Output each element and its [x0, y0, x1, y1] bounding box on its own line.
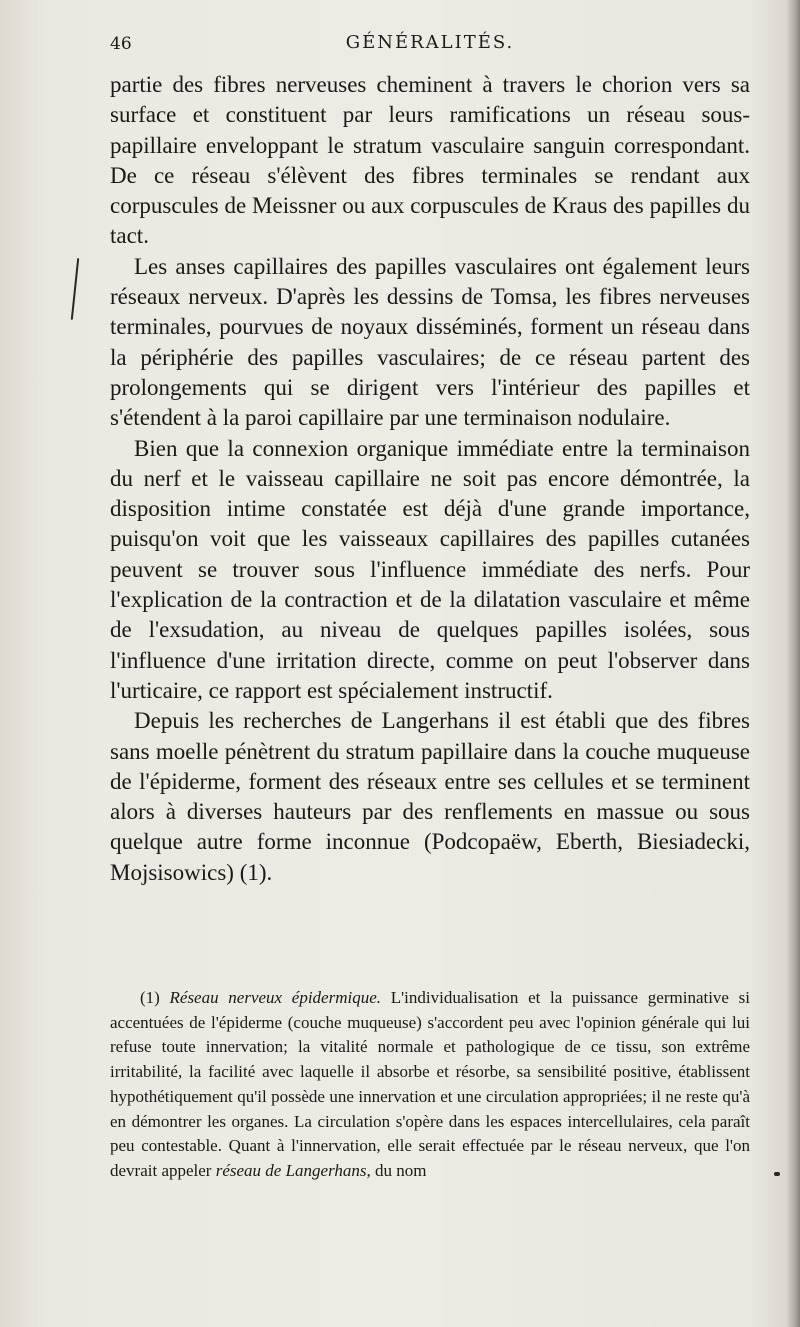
- footnote-text: L'individualisation et la puissance germinative si accentuées de l'épiderme (couche muqueuse) s'accordent peu avec l'opinion générale qui lui refuse toute innervation; la vitalité normale et pathologique de ce tissu, son extrême irritabilité, la facilité avec laquelle il absorbe et résorbe, sa sensibilité positive, établissent hypothétiquement qu'il possède une innervation et une circulation appropriées; il ne reste qu'à en démontrer les organes. La circulation s'opère dans les espaces intercellulaires, cela paraît peu contestable. Quant à l'innervation, elle serait effectuée par le réseau nerveux, que l'on devrait appeler: [110, 988, 751, 1180]
- paragraph-2: Les anses capillaires des papilles vasculaires ont également leurs réseaux nerveux. D'après les dessins de Tomsa, les fibres nerveuses terminales, pourvues de noyaux disséminés, forment un réseau dans la périphérie des papilles vasculaires; de ce réseau partent des prolongements qui se dirigent vers l'intérieur des papilles et s'étendent à la paroi capillaire par une terminaison nodulaire.: [110, 253, 750, 431]
- ink-speck: [774, 1172, 780, 1176]
- paragraph-4: Depuis les recherches de Langerhans il est établi que des fibres sans moelle pénètrent du stratum papillaire dans la couche muqueuse de l'épiderme, forment des réseaux entre ses cellules et se terminent alors à diverses hauteurs par des renflements en massue ou sous quelque autre forme inconnue (Podcopaëw, Eberth, Biesiadecki, Mojsisowics) (1).: [110, 708, 750, 885]
- footnote-text-end: , du nom: [366, 1160, 427, 1180]
- main-text: [110, 70, 750, 888]
- page-gutter-shadow: [786, 0, 800, 1327]
- footnote-term: réseau de Langerhans: [215, 1160, 367, 1180]
- footnote-1: [110, 986, 750, 1184]
- footnote-marker: (1): [140, 988, 160, 1007]
- paragraph-3: Bien que la connexion organique immédiate entre la terminaison du nerf et le vaisseau capillaire ne soit pas encore démontrée, la disposition intime constatée est déjà d'une grande importance, puisqu'on voit que les vaisseaux capillaires des papilles cutanées peuvent se trouver sous l'influence immédiate des nerfs. Pour l'explication de la contraction et de la dilatation vasculaire et même de l'exsudation, au niveau de quelques papilles isolées, sous l'influence d'une irritation directe, comme on peut l'observer dans l'urticaire, ce rapport est spécialement instructif.: [110, 435, 750, 703]
- margin-pencil-mark: [71, 258, 79, 320]
- running-head: GÉNÉRALITÉS.: [345, 32, 515, 53]
- page-header: [110, 30, 750, 60]
- page-number: 46: [110, 34, 132, 54]
- paragraph-1: partie des fibres nerveuses cheminent à travers le chorion vers sa surface et constituent par leurs ramifications un réseau sous-papillaire enveloppant le stratum vasculaire sanguin correspondant. De ce réseau s'élèvent des fibres terminales se rendant aux corpuscules de Meissner ou aux corpuscules de Kraus des papilles du tact.: [110, 72, 750, 249]
- footnote-title: Réseau nerveux épidermique.: [169, 988, 382, 1007]
- footnote-area: [110, 986, 750, 1184]
